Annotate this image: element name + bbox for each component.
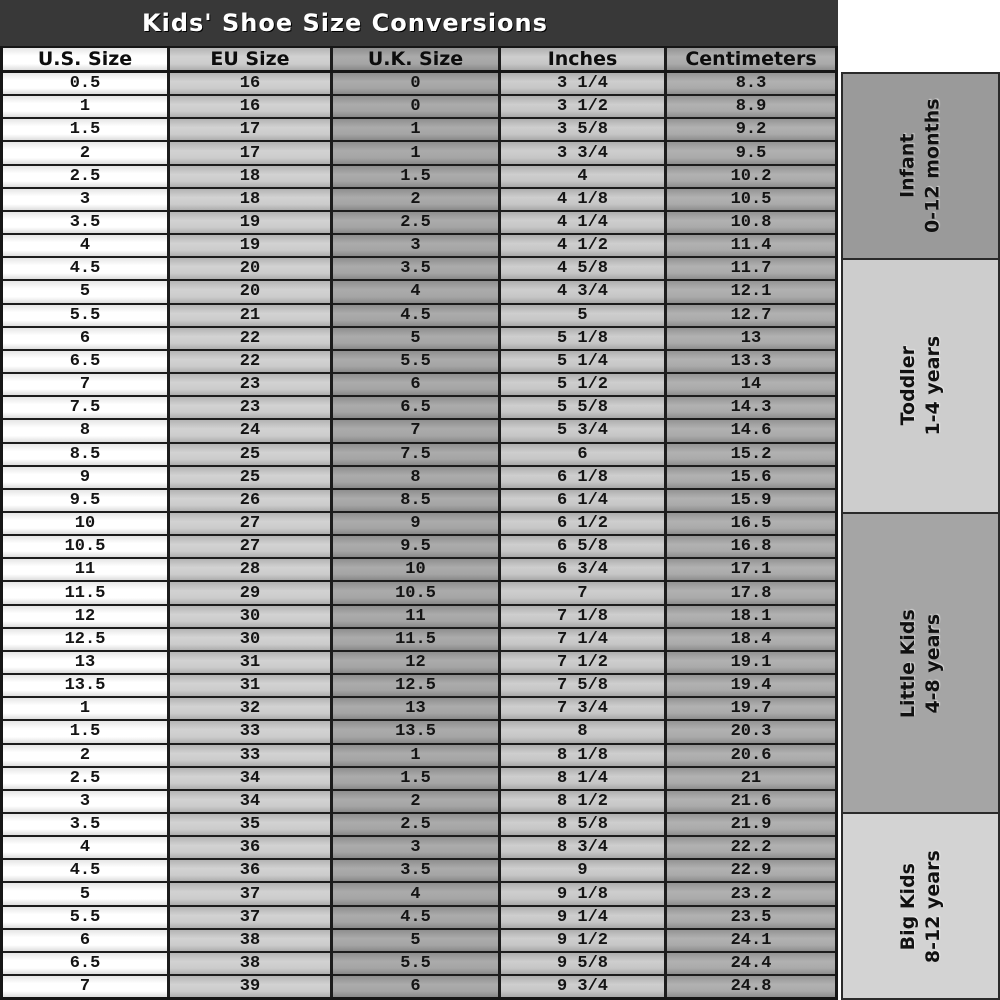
- cell-u-k-size: 3.5: [333, 258, 501, 279]
- table-row: [3, 212, 835, 235]
- cell-eu-size: 23: [170, 397, 333, 418]
- cell-inches: 3 1/2: [501, 96, 667, 117]
- cell-u-k-size: 1: [333, 119, 501, 140]
- cell-centimeters: 16.5: [667, 513, 835, 534]
- cell-u-s-size: 4: [3, 837, 170, 858]
- cell-u-s-size: 9.5: [3, 490, 170, 511]
- cell-inches: 8: [501, 721, 667, 742]
- cell-u-s-size: 6.5: [3, 953, 170, 974]
- cell-inches: 5: [501, 305, 667, 326]
- cell-centimeters: 19.1: [667, 652, 835, 673]
- cell-eu-size: 31: [170, 652, 333, 673]
- cell-eu-size: 22: [170, 328, 333, 349]
- table-row: [3, 883, 835, 906]
- cell-eu-size: 31: [170, 675, 333, 696]
- age-band-toddler: [841, 258, 1000, 514]
- cell-u-s-size: 11: [3, 559, 170, 580]
- cell-inches: 5 3/4: [501, 420, 667, 441]
- column-header-u-k-size: U.K. Size: [333, 48, 501, 70]
- cell-u-s-size: 7: [3, 976, 170, 997]
- cell-eu-size: 33: [170, 721, 333, 742]
- cell-eu-size: 25: [170, 444, 333, 465]
- table-row: [3, 791, 835, 814]
- table-row: [3, 536, 835, 559]
- table-row: [3, 675, 835, 698]
- cell-u-k-size: 3: [333, 837, 501, 858]
- cell-centimeters: 15.6: [667, 467, 835, 488]
- cell-u-k-size: 12.5: [333, 675, 501, 696]
- cell-centimeters: 22.9: [667, 860, 835, 881]
- cell-u-k-size: 11: [333, 606, 501, 627]
- age-band-name: Big Kids: [896, 862, 919, 950]
- cell-u-k-size: 6: [333, 374, 501, 395]
- cell-eu-size: 34: [170, 791, 333, 812]
- cell-u-s-size: 2.5: [3, 166, 170, 187]
- table-row: [3, 73, 835, 96]
- cell-inches: 3 3/4: [501, 142, 667, 163]
- cell-u-k-size: 3: [333, 235, 501, 256]
- cell-inches: 4 5/8: [501, 258, 667, 279]
- cell-centimeters: 13.3: [667, 351, 835, 372]
- cell-u-k-size: 9.5: [333, 536, 501, 557]
- title-bar: [0, 0, 838, 46]
- cell-inches: 9 1/2: [501, 930, 667, 951]
- cell-eu-size: 20: [170, 258, 333, 279]
- cell-u-k-size: 0: [333, 73, 501, 94]
- cell-eu-size: 25: [170, 467, 333, 488]
- cell-u-s-size: 4.5: [3, 860, 170, 881]
- age-group-bands: [838, 72, 1000, 1000]
- cell-u-k-size: 6.5: [333, 397, 501, 418]
- cell-centimeters: 19.7: [667, 698, 835, 719]
- cell-inches: 4: [501, 166, 667, 187]
- cell-eu-size: 36: [170, 837, 333, 858]
- cell-inches: 5 1/2: [501, 374, 667, 395]
- cell-centimeters: 21.6: [667, 791, 835, 812]
- cell-inches: 5 1/8: [501, 328, 667, 349]
- table-row: [3, 444, 835, 467]
- cell-centimeters: 21: [667, 768, 835, 789]
- cell-eu-size: 16: [170, 73, 333, 94]
- cell-u-s-size: 5.5: [3, 305, 170, 326]
- cell-u-k-size: 13.5: [333, 721, 501, 742]
- table-row: [3, 629, 835, 652]
- table-row: [3, 837, 835, 860]
- cell-u-k-size: 1.5: [333, 768, 501, 789]
- cell-inches: 9 5/8: [501, 953, 667, 974]
- cell-u-s-size: 7.5: [3, 397, 170, 418]
- table-row: [3, 258, 835, 281]
- cell-u-k-size: 5.5: [333, 953, 501, 974]
- cell-u-s-size: 1.5: [3, 119, 170, 140]
- cell-centimeters: 22.2: [667, 837, 835, 858]
- cell-u-k-size: 8.5: [333, 490, 501, 511]
- cell-centimeters: 15.2: [667, 444, 835, 465]
- cell-u-s-size: 5: [3, 883, 170, 904]
- cell-inches: 7 5/8: [501, 675, 667, 696]
- cell-eu-size: 39: [170, 976, 333, 997]
- cell-eu-size: 22: [170, 351, 333, 372]
- cell-centimeters: 20.6: [667, 745, 835, 766]
- cell-eu-size: 27: [170, 513, 333, 534]
- cell-u-k-size: 12: [333, 652, 501, 673]
- cell-eu-size: 18: [170, 166, 333, 187]
- cell-centimeters: 12.1: [667, 281, 835, 302]
- cell-inches: 7 1/8: [501, 606, 667, 627]
- cell-u-s-size: 5.5: [3, 907, 170, 928]
- cell-u-s-size: 6: [3, 930, 170, 951]
- column-header-eu-size: EU Size: [170, 48, 333, 70]
- cell-u-s-size: 1: [3, 698, 170, 719]
- cell-u-s-size: 4.5: [3, 258, 170, 279]
- cell-eu-size: 24: [170, 420, 333, 441]
- cell-u-k-size: 9: [333, 513, 501, 534]
- table-row: [3, 860, 835, 883]
- cell-u-s-size: 4: [3, 235, 170, 256]
- cell-u-k-size: 1: [333, 745, 501, 766]
- column-header-u-s-size: U.S. Size: [3, 48, 170, 70]
- age-band-name: Little Kids: [896, 608, 919, 718]
- cell-u-k-size: 4.5: [333, 305, 501, 326]
- cell-inches: 9 1/8: [501, 883, 667, 904]
- cell-u-s-size: 0.5: [3, 73, 170, 94]
- cell-u-s-size: 1.5: [3, 721, 170, 742]
- cell-eu-size: 17: [170, 142, 333, 163]
- cell-u-k-size: 13: [333, 698, 501, 719]
- table-row: [3, 606, 835, 629]
- cell-inches: 6 1/8: [501, 467, 667, 488]
- cell-u-s-size: 8.5: [3, 444, 170, 465]
- column-header-inches: Inches: [501, 48, 667, 70]
- cell-inches: 5 1/4: [501, 351, 667, 372]
- cell-centimeters: 14: [667, 374, 835, 395]
- cell-inches: 9: [501, 860, 667, 881]
- cell-centimeters: 20.3: [667, 721, 835, 742]
- cell-eu-size: 27: [170, 536, 333, 557]
- cell-inches: 6 5/8: [501, 536, 667, 557]
- cell-eu-size: 17: [170, 119, 333, 140]
- cell-u-s-size: 2: [3, 745, 170, 766]
- cell-centimeters: 23.2: [667, 883, 835, 904]
- table-row: [3, 907, 835, 930]
- cell-centimeters: 8.9: [667, 96, 835, 117]
- age-band-label: [896, 336, 945, 436]
- cell-centimeters: 8.3: [667, 73, 835, 94]
- age-band-label: [896, 850, 945, 963]
- cell-centimeters: 17.8: [667, 582, 835, 603]
- cell-eu-size: 18: [170, 189, 333, 210]
- table-row: [3, 281, 835, 304]
- age-band-name: Infant: [896, 133, 919, 198]
- cell-inches: 8 1/4: [501, 768, 667, 789]
- cell-inches: 9 1/4: [501, 907, 667, 928]
- cell-eu-size: 19: [170, 235, 333, 256]
- cell-u-s-size: 9: [3, 467, 170, 488]
- table-row: [3, 745, 835, 768]
- cell-centimeters: 11.4: [667, 235, 835, 256]
- table-row: [3, 814, 835, 837]
- table-header-row: [3, 48, 835, 73]
- cell-u-k-size: 2.5: [333, 814, 501, 835]
- table-row: [3, 420, 835, 443]
- cell-eu-size: 19: [170, 212, 333, 233]
- table-row: [3, 513, 835, 536]
- cell-u-s-size: 12.5: [3, 629, 170, 650]
- cell-u-k-size: 10.5: [333, 582, 501, 603]
- cell-eu-size: 32: [170, 698, 333, 719]
- cell-u-s-size: 5: [3, 281, 170, 302]
- cell-centimeters: 16.8: [667, 536, 835, 557]
- cell-centimeters: 11.7: [667, 258, 835, 279]
- cell-u-s-size: 3: [3, 189, 170, 210]
- cell-eu-size: 36: [170, 860, 333, 881]
- cell-inches: 9 3/4: [501, 976, 667, 997]
- cell-centimeters: 18.1: [667, 606, 835, 627]
- cell-u-s-size: 11.5: [3, 582, 170, 603]
- cell-u-k-size: 2.5: [333, 212, 501, 233]
- cell-eu-size: 33: [170, 745, 333, 766]
- table-row: [3, 953, 835, 976]
- table-row: [3, 374, 835, 397]
- cell-eu-size: 26: [170, 490, 333, 511]
- age-band-range: 0-12 months: [921, 98, 944, 234]
- cell-centimeters: 10.2: [667, 166, 835, 187]
- cell-u-k-size: 4: [333, 281, 501, 302]
- page-title: Kids' Shoe Size Conversions: [142, 9, 548, 37]
- cell-u-s-size: 10.5: [3, 536, 170, 557]
- cell-centimeters: 12.7: [667, 305, 835, 326]
- cell-u-k-size: 4: [333, 883, 501, 904]
- age-group-panel: [838, 0, 1000, 1000]
- cell-eu-size: 38: [170, 930, 333, 951]
- table-row: [3, 305, 835, 328]
- cell-eu-size: 21: [170, 305, 333, 326]
- table-row: [3, 721, 835, 744]
- cell-centimeters: 9.5: [667, 142, 835, 163]
- cell-eu-size: 23: [170, 374, 333, 395]
- table-row: [3, 930, 835, 953]
- cell-u-k-size: 2: [333, 189, 501, 210]
- table-row: [3, 490, 835, 513]
- cell-eu-size: 37: [170, 883, 333, 904]
- age-band-infant: [841, 72, 1000, 260]
- cell-u-s-size: 8: [3, 420, 170, 441]
- age-band-name: Toddler: [896, 346, 919, 426]
- table-row: [3, 768, 835, 791]
- table-row: [3, 467, 835, 490]
- cell-u-k-size: 5.5: [333, 351, 501, 372]
- cell-u-k-size: 7: [333, 420, 501, 441]
- cell-u-s-size: 2.5: [3, 768, 170, 789]
- cell-eu-size: 16: [170, 96, 333, 117]
- cell-centimeters: 14.6: [667, 420, 835, 441]
- table-row: [3, 698, 835, 721]
- age-band-big-kids: [841, 812, 1000, 1000]
- cell-centimeters: 15.9: [667, 490, 835, 511]
- table-row: [3, 119, 835, 142]
- cell-centimeters: 21.9: [667, 814, 835, 835]
- cell-u-s-size: 3.5: [3, 814, 170, 835]
- cell-u-s-size: 6: [3, 328, 170, 349]
- cell-u-s-size: 13: [3, 652, 170, 673]
- cell-centimeters: 10.5: [667, 189, 835, 210]
- cell-eu-size: 35: [170, 814, 333, 835]
- cell-u-s-size: 3: [3, 791, 170, 812]
- cell-inches: 8 1/8: [501, 745, 667, 766]
- cell-inches: 7 1/2: [501, 652, 667, 673]
- cell-centimeters: 24.4: [667, 953, 835, 974]
- cell-u-k-size: 3.5: [333, 860, 501, 881]
- cell-eu-size: 29: [170, 582, 333, 603]
- conversion-table: [0, 46, 838, 1000]
- cell-inches: 8 3/4: [501, 837, 667, 858]
- cell-u-s-size: 12: [3, 606, 170, 627]
- cell-u-s-size: 10: [3, 513, 170, 534]
- cell-u-s-size: 3.5: [3, 212, 170, 233]
- cell-u-s-size: 1: [3, 96, 170, 117]
- age-band-little-kids: [841, 512, 1000, 814]
- cell-inches: 8 5/8: [501, 814, 667, 835]
- cell-centimeters: 13: [667, 328, 835, 349]
- cell-inches: 3 1/4: [501, 73, 667, 94]
- cell-u-k-size: 1.5: [333, 166, 501, 187]
- cell-centimeters: 9.2: [667, 119, 835, 140]
- age-band-range: 8-12 years: [921, 849, 944, 963]
- cell-inches: 4 1/4: [501, 212, 667, 233]
- cell-eu-size: 20: [170, 281, 333, 302]
- top-right-spacer: [838, 0, 1000, 72]
- cell-inches: 6 1/4: [501, 490, 667, 511]
- table-row: [3, 652, 835, 675]
- cell-inches: 4 1/8: [501, 189, 667, 210]
- cell-centimeters: 23.5: [667, 907, 835, 928]
- table-row: [3, 976, 835, 997]
- cell-u-k-size: 6: [333, 976, 501, 997]
- cell-inches: 5 5/8: [501, 397, 667, 418]
- cell-eu-size: 30: [170, 629, 333, 650]
- table-row: [3, 559, 835, 582]
- cell-u-s-size: 2: [3, 142, 170, 163]
- cell-centimeters: 19.4: [667, 675, 835, 696]
- cell-inches: 7 3/4: [501, 698, 667, 719]
- table-row: [3, 189, 835, 212]
- cell-eu-size: 38: [170, 953, 333, 974]
- cell-inches: 8 1/2: [501, 791, 667, 812]
- cell-inches: 4 3/4: [501, 281, 667, 302]
- cell-inches: 6: [501, 444, 667, 465]
- cell-inches: 7: [501, 582, 667, 603]
- column-header-centimeters: Centimeters: [667, 48, 835, 70]
- table-row: [3, 235, 835, 258]
- cell-u-k-size: 0: [333, 96, 501, 117]
- table-body: [3, 73, 835, 997]
- cell-u-k-size: 7.5: [333, 444, 501, 465]
- table-row: [3, 328, 835, 351]
- cell-u-s-size: 7: [3, 374, 170, 395]
- cell-u-k-size: 5: [333, 328, 501, 349]
- cell-inches: 4 1/2: [501, 235, 667, 256]
- cell-u-k-size: 5: [333, 930, 501, 951]
- cell-centimeters: 18.4: [667, 629, 835, 650]
- age-band-range: 4-8 years: [921, 613, 944, 714]
- cell-centimeters: 24.8: [667, 976, 835, 997]
- cell-centimeters: 17.1: [667, 559, 835, 580]
- cell-centimeters: 14.3: [667, 397, 835, 418]
- cell-eu-size: 34: [170, 768, 333, 789]
- cell-u-k-size: 2: [333, 791, 501, 812]
- age-band-label: [896, 99, 945, 233]
- cell-u-k-size: 8: [333, 467, 501, 488]
- cell-inches: 6 1/2: [501, 513, 667, 534]
- table-row: [3, 582, 835, 605]
- age-band-range: 1-4 years: [921, 335, 944, 436]
- cell-eu-size: 30: [170, 606, 333, 627]
- cell-centimeters: 10.8: [667, 212, 835, 233]
- cell-eu-size: 37: [170, 907, 333, 928]
- table-row: [3, 351, 835, 374]
- cell-eu-size: 28: [170, 559, 333, 580]
- cell-u-k-size: 4.5: [333, 907, 501, 928]
- table-row: [3, 166, 835, 189]
- cell-u-k-size: 11.5: [333, 629, 501, 650]
- cell-centimeters: 24.1: [667, 930, 835, 951]
- cell-u-k-size: 10: [333, 559, 501, 580]
- table-row: [3, 96, 835, 119]
- cell-inches: 3 5/8: [501, 119, 667, 140]
- table-row: [3, 142, 835, 165]
- cell-u-k-size: 1: [333, 142, 501, 163]
- table-row: [3, 397, 835, 420]
- cell-inches: 7 1/4: [501, 629, 667, 650]
- cell-u-s-size: 13.5: [3, 675, 170, 696]
- cell-inches: 6 3/4: [501, 559, 667, 580]
- age-band-label: [896, 609, 945, 718]
- cell-u-s-size: 6.5: [3, 351, 170, 372]
